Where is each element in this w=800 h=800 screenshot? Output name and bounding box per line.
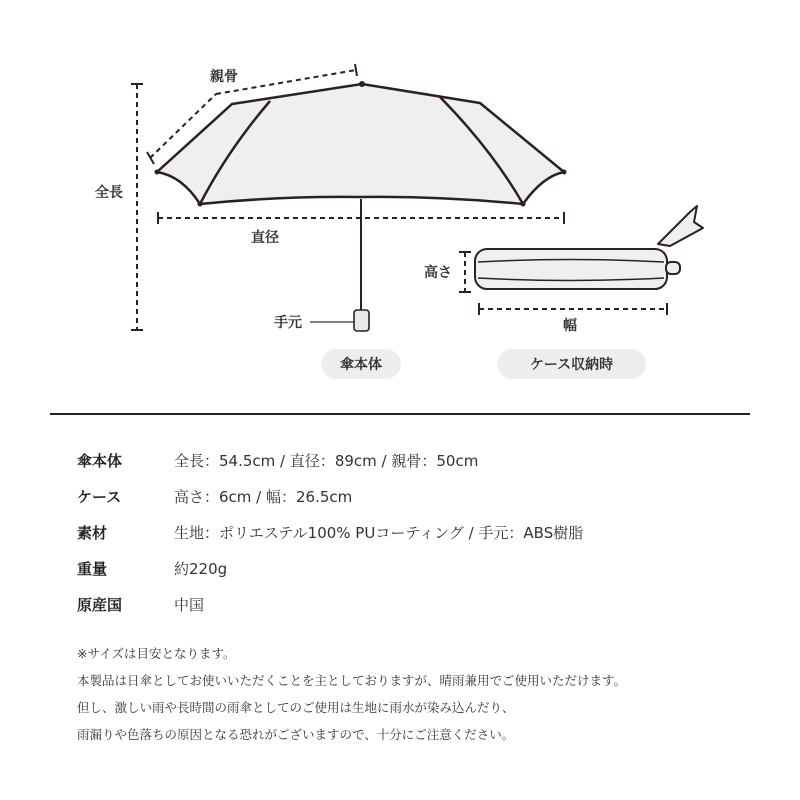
spec-key: 重量	[77, 560, 108, 578]
spec-row-origin	[77, 590, 757, 626]
canopy-top	[359, 81, 365, 87]
case-width-dimension	[479, 303, 667, 315]
note-line: 雨漏りや色落ちの原因となる恐れがございますので、十分にご注意ください。	[77, 727, 515, 742]
rib-tip	[155, 170, 160, 175]
case-height-dimension	[459, 252, 471, 292]
case-stored-button[interactable]: ケース収納時	[497, 349, 646, 379]
total-length-dimension	[131, 84, 143, 330]
case-strap	[658, 206, 703, 246]
total-length-label: 全長	[95, 185, 123, 201]
spec-key: 原産国	[77, 596, 123, 614]
case-width-label: 幅	[563, 318, 577, 334]
section-divider	[50, 413, 750, 415]
case-height-label: 高さ	[424, 265, 452, 281]
umbrella-handle	[354, 310, 369, 331]
spec-key: 傘本体	[77, 452, 123, 470]
spec-value: 約220g	[174, 560, 228, 578]
spec-row-umbrella	[77, 446, 757, 482]
spec-row-case	[77, 482, 757, 518]
rib-tip	[521, 202, 526, 207]
notes-section	[77, 640, 767, 748]
note-line: ※サイズは目安となります。	[77, 646, 236, 661]
spec-row-weight	[77, 554, 757, 590]
case-body	[475, 249, 667, 289]
umbrella-body-button[interactable]: 傘本体	[321, 349, 401, 379]
spec-key: 素材	[77, 524, 108, 542]
umbrella-canopy	[157, 84, 564, 204]
rib-tip	[198, 202, 203, 207]
note-line: 本製品は日傘としてお使いいただくことを主としておりますが、晴雨兼用でご使用いただけます。	[77, 673, 627, 688]
handle-label: 手元	[274, 315, 302, 331]
rib-tip	[562, 170, 567, 175]
diameter-label: 直径	[251, 230, 279, 246]
spec-value: 高さ：6cm / 幅：26.5cm	[174, 488, 353, 506]
case-knob	[666, 262, 680, 274]
spec-table	[77, 446, 757, 626]
spec-key: ケース	[77, 488, 122, 506]
spec-value: 全長：54.5cm / 直径：89cm / 親骨：50cm	[174, 452, 479, 470]
note-line: 但し、激しい雨や長時間の雨傘としてのご使用は生地に雨水が染み込んだり、	[77, 700, 515, 715]
spec-value: 生地：ポリエステル100% PUコーティング / 手元：ABS樹脂	[174, 524, 584, 542]
rib-label: 親骨	[210, 69, 238, 85]
spec-row-material	[77, 518, 757, 554]
spec-value: 中国	[174, 596, 205, 614]
